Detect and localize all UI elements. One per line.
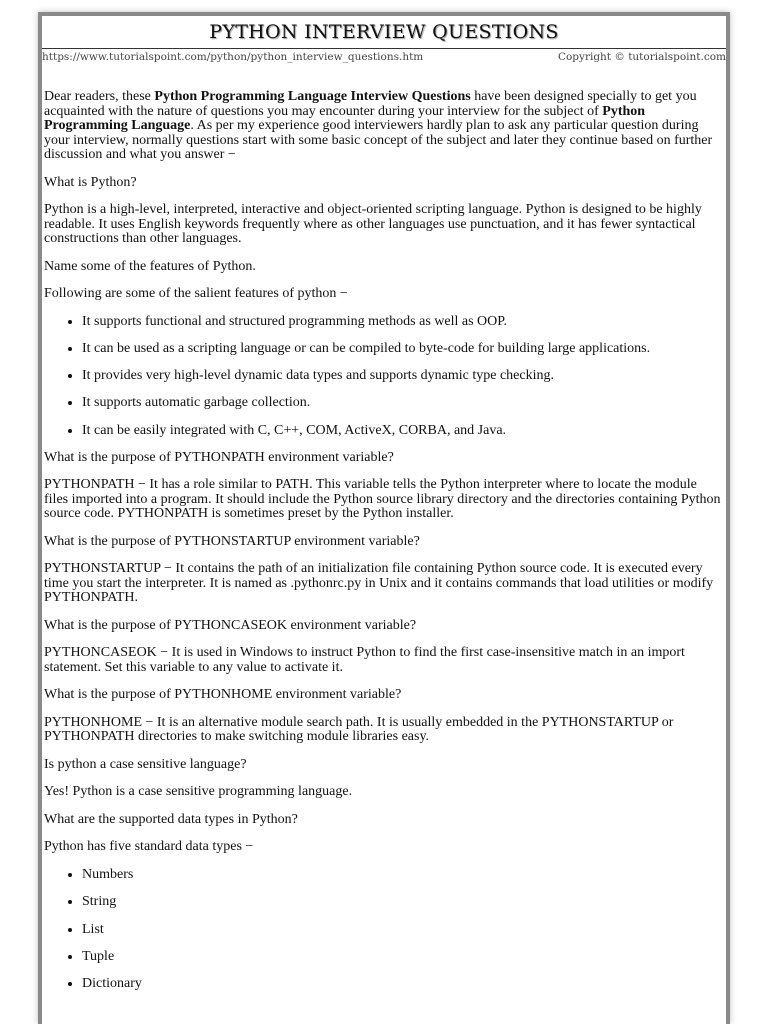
list-item: • Numbers <box>82 868 722 883</box>
list-item: • It supports functional and structured programming methods as well as OOP. <box>82 315 722 330</box>
answer-1: Python is a high-level, interpreted, interactive and object-oriented scripting language. Python is designed to be highly readable. It uses English keywords frequently where as other languages use punctuation, and it has fewer syntactical constructions than other languages. <box>44 202 702 246</box>
list-item: • Tuple <box>82 950 722 965</box>
answer-4: PYTHONSTARTUP − It contains the path of an initialization file containing Python source code. It is executed every time you start the interpreter. It is named as .pythonrc.py in Unix and it contains commands that load utilities or modify PYTHONPATH. <box>44 561 714 606</box>
question-5: What is the purpose of PYTHONCASEOK environment variable? <box>44 617 417 633</box>
list-item: • It can be easily integrated with C, C++, COM, ActiveX, CORBA, and Java. <box>82 424 722 439</box>
list-item: • It provides very high-level dynamic data types and supports dynamic type checking. <box>82 369 722 384</box>
intro-paragraph: Dear readers, these Python Programming Language Interview Questions have been designed specially to get you acquainted with the nature of questions you may encounter during your interview for the subject of Python Programming Language. As per my experience good interviewers hardly plan to ask any particular question during your interview, normally questions start with some basic concept of the subject and later they continue based on further discussion and what you answer − <box>44 89 713 162</box>
answer-3: PYTHONPATH − It has a role similar to PATH. This variable tells the Python interpreter where to locate the module files imported into a program. It should include the Python source library directory and the directories containing Python source code. PYTHONPATH is sometimes preset by the Python installer. <box>44 477 721 522</box>
list-item: • It supports automatic garbage collection. <box>82 396 722 411</box>
url-bar <box>42 49 726 67</box>
list-item: • It can be used as a scripting language or can be compiled to byte-code for building large applications. <box>82 342 722 357</box>
question-4: What is the purpose of PYTHONSTARTUP environment variable? <box>44 533 420 549</box>
data-types-list <box>44 868 722 992</box>
answer-8: Python has five standard data types − <box>44 839 254 855</box>
list-item: • List <box>82 923 722 938</box>
question-2: Name some of the features of Python. <box>44 258 256 274</box>
list-item: • Dictionary <box>82 977 722 992</box>
document-body <box>42 90 726 992</box>
page-title: PYTHON INTERVIEW QUESTIONS <box>209 21 559 43</box>
intro-bold-language: Python Programming Language <box>44 103 646 133</box>
list-item: • String <box>82 895 722 910</box>
answer-5: PYTHONCASEOK − It is used in Windows to instruct Python to find the first case-insensitive match in an import statement. Set this variable to any value to activate it. <box>44 645 685 675</box>
document-page <box>38 12 730 1024</box>
answer-7: Yes! Python is a case sensitive programming language. <box>44 784 353 800</box>
intro-bold-subject: Python Programming Language Interview Questions <box>154 89 471 104</box>
source-url: https://www.tutorialspoint.com/python/python_interview_questions.htm <box>42 51 424 63</box>
question-8: What are the supported data types in Python? <box>44 811 298 827</box>
question-7: Is python a case sensitive language? <box>44 756 247 772</box>
features-list <box>44 315 722 439</box>
answer-2: Following are some of the salient features of python − <box>44 286 348 301</box>
question-6: What is the purpose of PYTHONHOME environment variable? <box>44 687 402 703</box>
copyright-text: Copyright © tutorialspoint.com <box>557 51 726 63</box>
question-1: What is Python? <box>44 174 137 190</box>
question-3: What is the purpose of PYTHONPATH environment variable? <box>44 449 394 465</box>
answer-6: PYTHONHOME − It is an alternative module search path. It is usually embedded in the PYTHONSTARTUP or PYTHONPATH directories to make switching module libraries easy. <box>44 714 674 745</box>
